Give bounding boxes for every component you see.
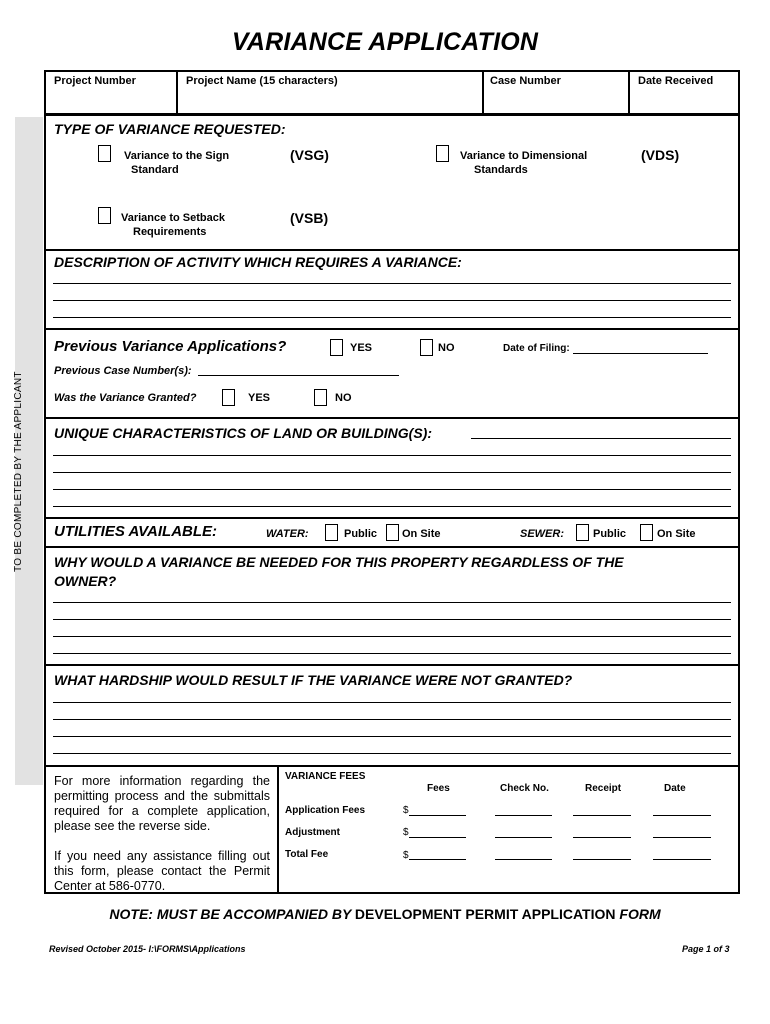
note <box>0 906 770 922</box>
fees-col-date: Date <box>664 783 686 794</box>
sidebar-label: TO BE COMPLETED BY THE APPLICANT <box>13 371 24 572</box>
page-title: VARIANCE APPLICATION <box>231 28 539 56</box>
checkbox-vsb[interactable] <box>98 207 111 224</box>
description-line-2[interactable] <box>53 300 731 301</box>
fees-heading: VARIANCE FEES <box>285 771 366 782</box>
granted-no-label: NO <box>335 392 352 404</box>
previous-no-label: NO <box>438 342 455 354</box>
checkbox-sewer-onsite[interactable] <box>640 524 653 541</box>
type-heading: TYPE OF VARIANCE REQUESTED: <box>54 121 286 137</box>
date-input[interactable] <box>653 815 711 816</box>
fee-row-label: Application Fees <box>285 805 366 816</box>
description-line-3[interactable] <box>53 317 731 318</box>
date-input[interactable] <box>653 859 711 860</box>
utilities-heading: UTILITIES AVAILABLE: <box>54 523 218 540</box>
project-name-field[interactable]: Project Name (15 characters) <box>186 75 338 87</box>
fee-row-dollar: $ <box>403 805 409 816</box>
note-part3: FORM <box>619 906 661 922</box>
info-paragraph-2: If you need any assistance filling out this form, please contact the Permit Center at 586-0770. <box>54 849 270 893</box>
vsb-code: (VSB) <box>290 210 329 226</box>
checkbox-previous-no[interactable] <box>420 339 433 356</box>
checkbox-vds[interactable] <box>436 145 449 162</box>
description-heading: DESCRIPTION OF ACTIVITY WHICH REQUIRES A VARIANCE: <box>54 254 462 270</box>
water-label: WATER: <box>266 528 309 540</box>
checkbox-water-onsite[interactable] <box>386 524 399 541</box>
checkbox-vsg[interactable] <box>98 145 111 162</box>
date-of-filing-label: Date of Filing: <box>503 343 570 354</box>
sewer-onsite-label: On Site <box>657 528 696 540</box>
header-table <box>44 70 740 115</box>
fee-row-dollar: $ <box>403 827 409 838</box>
check-input[interactable] <box>495 815 552 816</box>
water-public-label: Public <box>344 528 378 540</box>
vds-code: (VDS) <box>641 147 680 163</box>
checkbox-sewer-public[interactable] <box>576 524 589 541</box>
unique-line-2[interactable] <box>53 455 731 456</box>
info-paragraph-1: For more information regarding the permitting process and the submittals required for a complete application, please see the reverse side. <box>54 774 270 833</box>
fees-col-receipt: Receipt <box>585 783 622 794</box>
hardship-line-4[interactable] <box>53 753 731 754</box>
note-part2: DEVELOPMENT PERMIT APPLICATION <box>354 906 620 922</box>
hardship-line-1[interactable] <box>53 702 731 703</box>
why-heading-line1: WHY WOULD A VARIANCE BE NEEDED FOR THIS PROPERTY REGARDLESS OF THE <box>54 554 624 570</box>
check-input[interactable] <box>495 859 552 860</box>
checkbox-water-public[interactable] <box>325 524 338 541</box>
sidebar-applicant <box>15 117 43 785</box>
previous-yes-label: YES <box>350 342 373 354</box>
receipt-input[interactable] <box>573 815 631 816</box>
fee-input[interactable] <box>409 815 466 816</box>
why-line-1[interactable] <box>53 602 731 603</box>
previous-heading: Previous Variance Applications? <box>54 338 287 355</box>
why-line-2[interactable] <box>53 619 731 620</box>
checkbox-previous-yes[interactable] <box>330 339 343 356</box>
date-input[interactable] <box>653 837 711 838</box>
fee-input[interactable] <box>409 837 466 838</box>
previous-case-numbers-input[interactable] <box>198 375 399 376</box>
checkbox-granted-yes[interactable] <box>222 389 235 406</box>
fee-row-dollar: $ <box>403 850 409 861</box>
vsg-label-line1: Variance to the Sign <box>124 150 230 162</box>
date-received-field[interactable]: Date Received <box>638 75 714 87</box>
unique-line-5[interactable] <box>53 506 731 507</box>
footer-page: Page 1 of 3 <box>682 944 730 954</box>
hardship-heading: WHAT HARDSHIP WOULD RESULT IF THE VARIANCE WERE NOT GRANTED? <box>54 672 573 688</box>
receipt-input[interactable] <box>573 859 631 860</box>
note-part1: NOTE: MUST BE ACCOMPANIED BY <box>109 906 355 922</box>
unique-line-3[interactable] <box>53 472 731 473</box>
previous-case-numbers-label: Previous Case Number(s): <box>54 365 192 377</box>
fee-input[interactable] <box>409 859 466 860</box>
check-input[interactable] <box>495 837 552 838</box>
footer-revised: Revised October 2015- I:\FORMS\Applications <box>49 944 246 954</box>
fees-col-check: Check No. <box>500 783 549 794</box>
why-line-4[interactable] <box>53 653 731 654</box>
case-number-field[interactable]: Case Number <box>490 75 561 87</box>
fee-row-label: Total Fee <box>285 849 329 860</box>
vsb-label-line1: Variance to Setback <box>121 212 225 224</box>
hardship-line-2[interactable] <box>53 719 731 720</box>
hardship-line-3[interactable] <box>53 736 731 737</box>
unique-line-4[interactable] <box>53 489 731 490</box>
vsb-label-line2: Requirements <box>133 226 207 238</box>
unique-heading: UNIQUE CHARACTERISTICS OF LAND OR BUILDING(S): <box>54 425 432 441</box>
fee-row-label: Adjustment <box>285 827 340 838</box>
vsg-label-line2: Standard <box>131 164 179 176</box>
project-number-field[interactable]: Project Number <box>54 75 136 87</box>
fees-col-fees: Fees <box>427 783 450 794</box>
vds-label-line2: Standards <box>474 164 528 176</box>
checkbox-granted-no[interactable] <box>314 389 327 406</box>
vsg-code: (VSG) <box>290 147 329 163</box>
water-onsite-label: On Site <box>402 528 441 540</box>
sewer-public-label: Public <box>593 528 627 540</box>
receipt-input[interactable] <box>573 837 631 838</box>
why-line-3[interactable] <box>53 636 731 637</box>
description-line-1[interactable] <box>53 283 731 284</box>
granted-yes-label: YES <box>248 392 271 404</box>
sewer-label: SEWER: <box>520 528 564 540</box>
date-of-filing-input[interactable] <box>573 353 708 354</box>
unique-line-1[interactable] <box>471 438 731 439</box>
why-heading-line2: OWNER? <box>54 573 117 589</box>
granted-label: Was the Variance Granted? <box>54 392 197 404</box>
vds-label-line1: Variance to Dimensional <box>460 150 588 162</box>
